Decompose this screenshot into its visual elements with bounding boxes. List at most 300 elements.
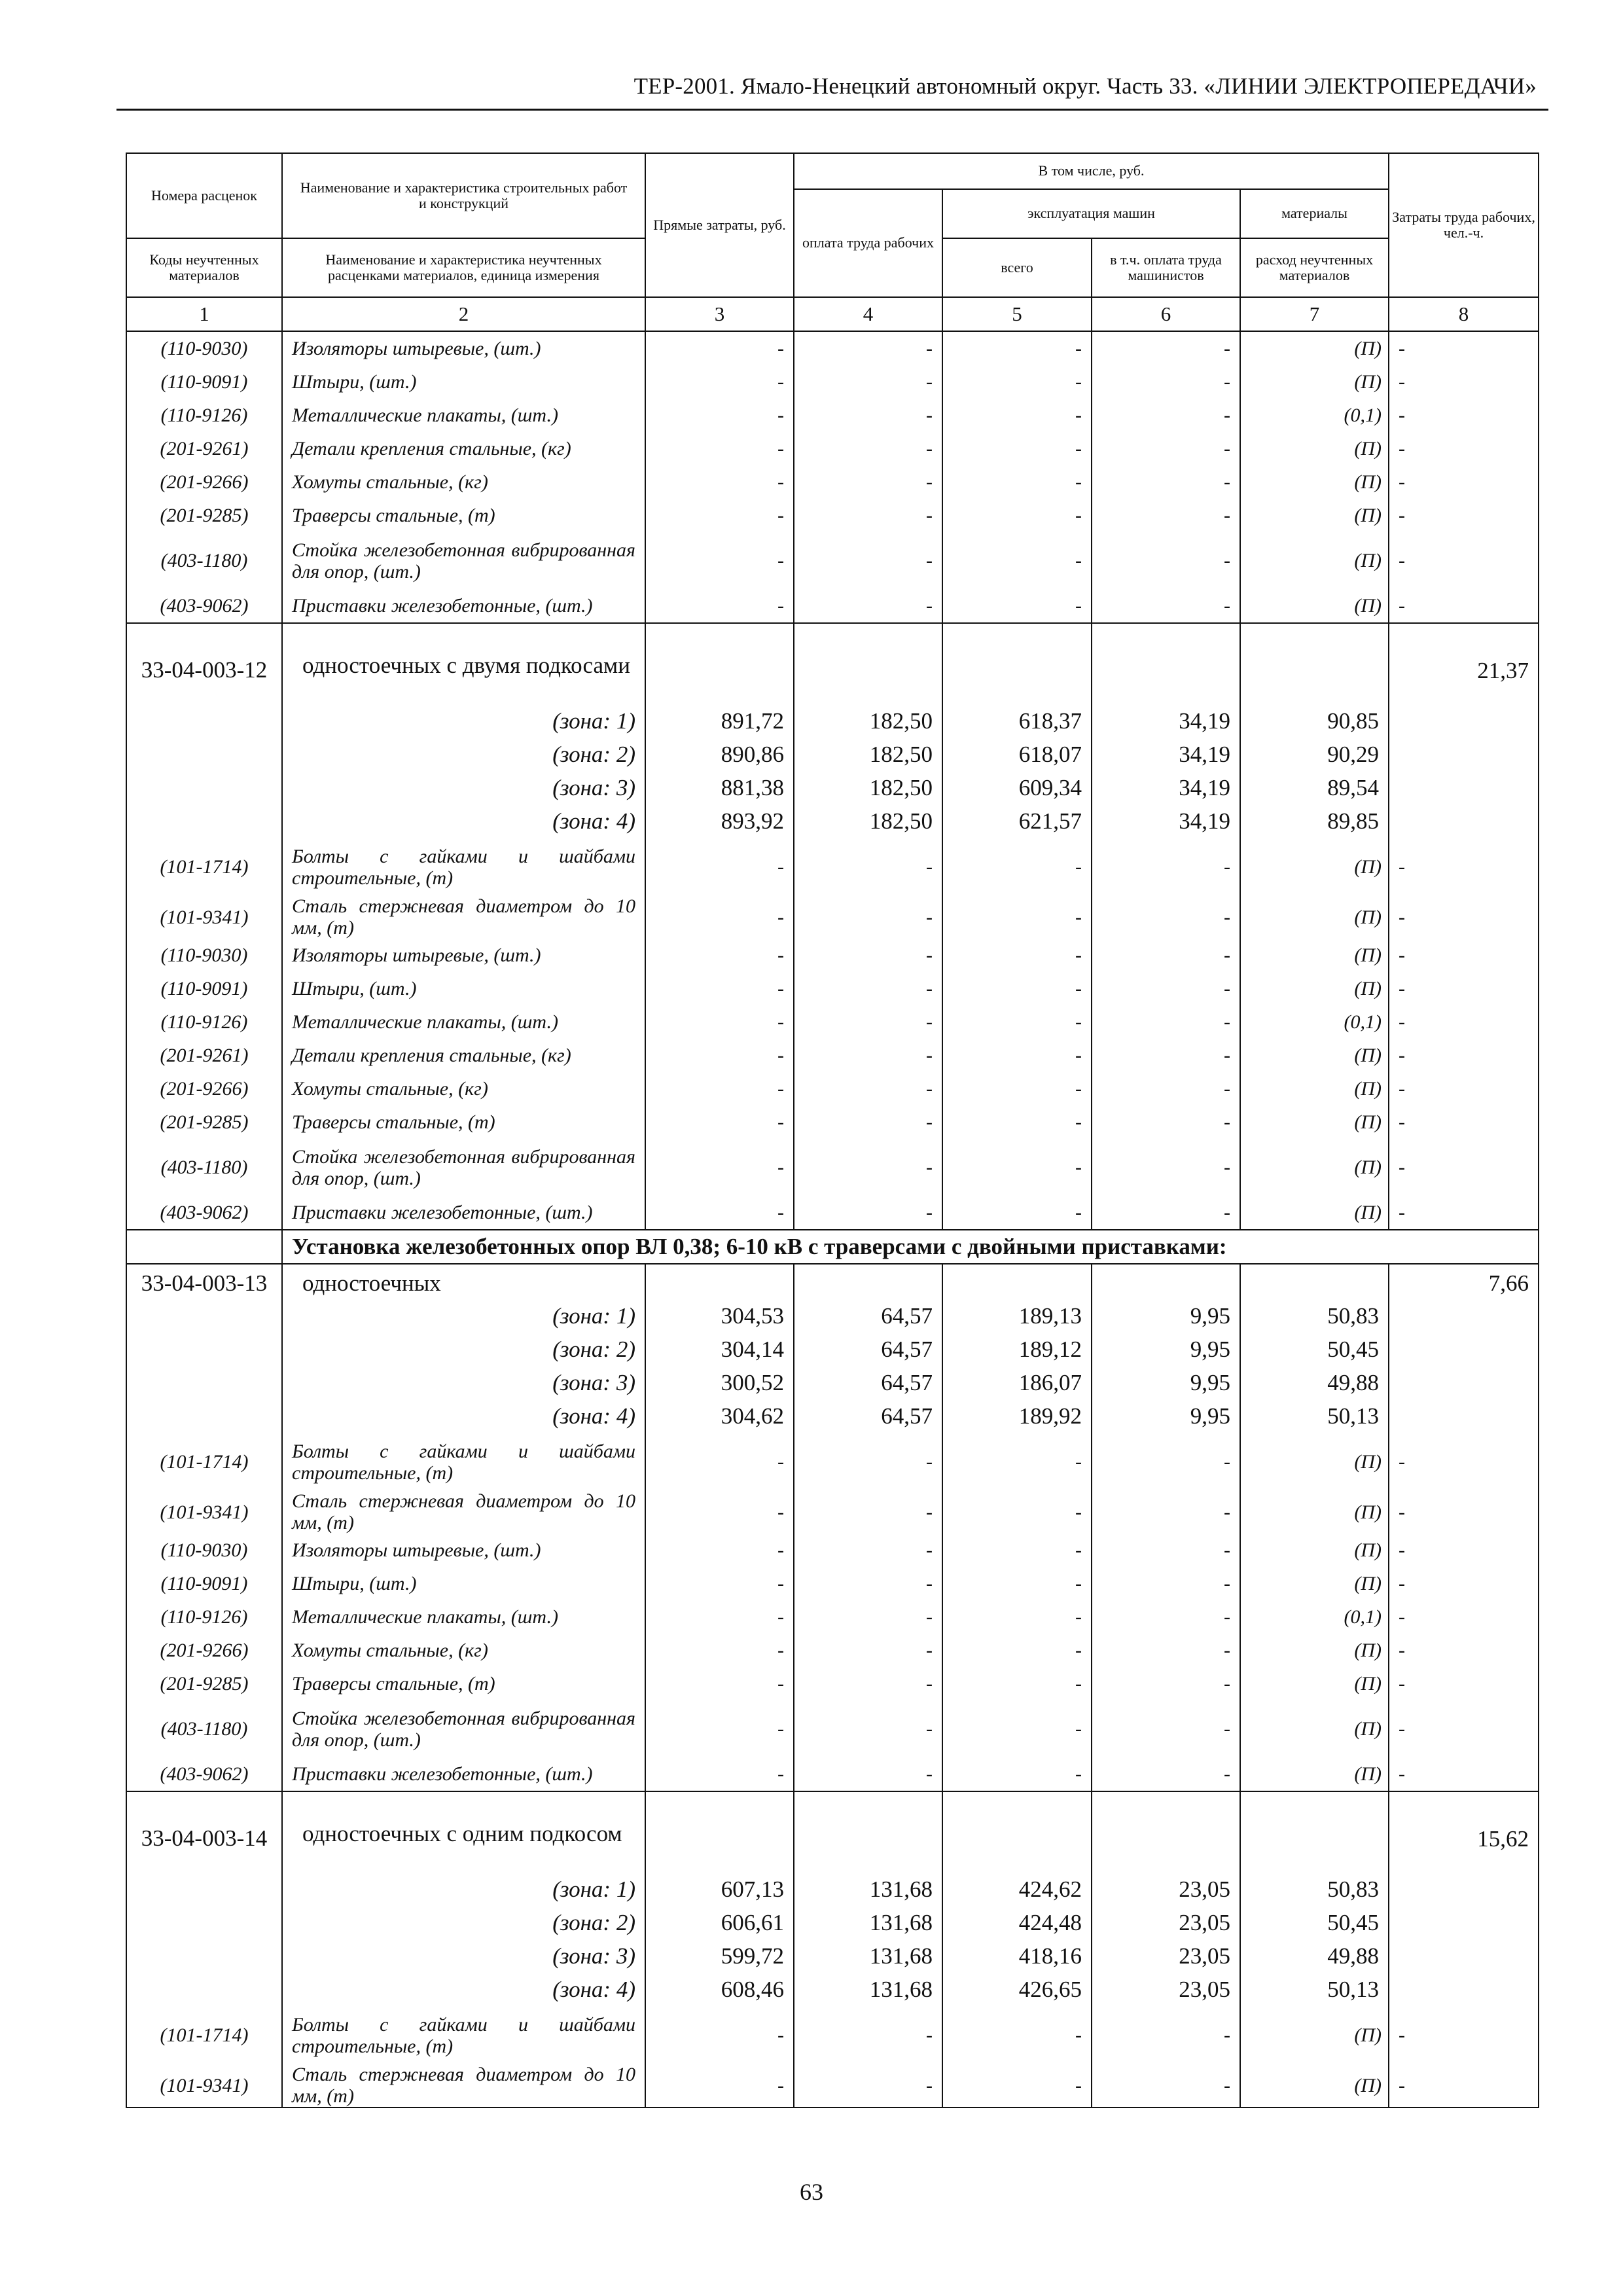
column-number: 3 — [645, 297, 794, 331]
empty-value-dash: - — [1092, 1634, 1240, 1667]
zone-value: 893,92 — [645, 805, 794, 838]
zone-value: 609,34 — [942, 772, 1092, 805]
zone-label: (зона: 1) — [282, 1300, 645, 1333]
rate-code: 33-04-003-13 — [126, 1264, 282, 1300]
material-row — [126, 1700, 1539, 1757]
material-name: Изоляторы штыревые, (шт.) — [282, 939, 645, 972]
material-row — [126, 972, 1539, 1005]
material-code: (201-9261) — [126, 1039, 282, 1072]
zone-value: 891,72 — [645, 705, 794, 738]
empty-value-dash: - — [645, 939, 794, 972]
material-row — [126, 838, 1539, 895]
empty-value-dash: - — [794, 838, 942, 895]
empty-cell — [126, 705, 282, 738]
empty-value-dash: - — [794, 399, 942, 432]
empty-value-dash: - — [942, 838, 1092, 895]
zone-row — [126, 1873, 1539, 1907]
material-row — [126, 465, 1539, 499]
empty-value-dash: - — [1389, 1490, 1539, 1534]
zone-value: 49,88 — [1240, 1367, 1389, 1400]
material-row — [126, 589, 1539, 623]
material-name: Хомуты стальные, (кг) — [282, 465, 645, 499]
material-code: (403-1180) — [126, 1700, 282, 1757]
empty-value-dash: - — [645, 1105, 794, 1139]
material-name: Стойка железобетонная вибрированная для опор, (шт.) — [282, 1700, 645, 1757]
material-consumption: (П) — [1240, 1139, 1389, 1196]
header-cell-machinist-pay: в т.ч. оплата труда машинистов — [1092, 238, 1240, 297]
empty-cell — [1240, 1791, 1389, 1873]
empty-value-dash: - — [645, 399, 794, 432]
empty-value-dash: - — [645, 1196, 794, 1230]
material-name: Металлические плакаты, (шт.) — [282, 1005, 645, 1039]
material-consumption: (П) — [1240, 1433, 1389, 1490]
material-consumption: (П) — [1240, 1105, 1389, 1139]
material-name: Штыри, (шт.) — [282, 365, 645, 399]
empty-cell — [126, 772, 282, 805]
material-code: (110-9091) — [126, 365, 282, 399]
material-consumption: (П) — [1240, 1567, 1389, 1600]
material-consumption: (П) — [1240, 331, 1389, 365]
empty-value-dash: - — [794, 1196, 942, 1230]
empty-value-dash: - — [1092, 2007, 1240, 2064]
material-code: (403-1180) — [126, 532, 282, 589]
page-header — [116, 71, 1548, 111]
column-numbers-row — [126, 297, 1539, 331]
empty-value-dash: - — [794, 1667, 942, 1700]
material-row — [126, 1196, 1539, 1230]
empty-value-dash: - — [645, 589, 794, 623]
material-consumption: (П) — [1240, 1196, 1389, 1230]
empty-cell — [1389, 705, 1539, 738]
empty-value-dash: - — [645, 972, 794, 1005]
empty-cell — [1092, 623, 1240, 705]
empty-value-dash: - — [1389, 1072, 1539, 1105]
material-code: (101-9341) — [126, 2064, 282, 2108]
empty-value-dash: - — [1092, 532, 1240, 589]
material-row — [126, 1567, 1539, 1600]
zone-value: 89,54 — [1240, 772, 1389, 805]
empty-value-dash: - — [1389, 1567, 1539, 1600]
empty-value-dash: - — [645, 1433, 794, 1490]
material-row — [126, 1105, 1539, 1139]
empty-value-dash: - — [645, 365, 794, 399]
empty-cell — [126, 805, 282, 838]
material-name: Приставки железобетонные, (шт.) — [282, 1196, 645, 1230]
zone-label: (зона: 4) — [282, 1400, 645, 1433]
empty-value-dash: - — [942, 1005, 1092, 1039]
empty-value-dash: - — [645, 1634, 794, 1667]
material-name: Болты с гайками и шайбами строительные, (т) — [282, 2007, 645, 2064]
empty-value-dash: - — [794, 589, 942, 623]
empty-value-dash: - — [942, 331, 1092, 365]
zone-value: 64,57 — [794, 1367, 942, 1400]
empty-value-dash: - — [645, 432, 794, 465]
section-spacer — [126, 1230, 282, 1264]
material-row — [126, 1600, 1539, 1634]
material-name: Болты с гайками и шайбами строительные, (т) — [282, 838, 645, 895]
zone-value: 618,07 — [942, 738, 1092, 772]
material-name: Сталь стержневая диаметром до 10 мм, (т) — [282, 2064, 645, 2108]
empty-cell — [126, 1300, 282, 1333]
zone-value: 599,72 — [645, 1940, 794, 1973]
empty-cell — [645, 623, 794, 705]
page-number: 63 — [800, 2179, 823, 2205]
material-name: Траверсы стальные, (т) — [282, 1105, 645, 1139]
empty-value-dash: - — [645, 1600, 794, 1634]
material-name: Изоляторы штыревые, (шт.) — [282, 1534, 645, 1567]
empty-value-dash: - — [794, 1433, 942, 1490]
empty-value-dash: - — [794, 1039, 942, 1072]
empty-value-dash: - — [942, 365, 1092, 399]
zone-value: 90,85 — [1240, 705, 1389, 738]
material-row — [126, 1139, 1539, 1196]
material-consumption: (0,1) — [1240, 1005, 1389, 1039]
zone-value: 64,57 — [794, 1333, 942, 1367]
empty-value-dash: - — [942, 532, 1092, 589]
empty-value-dash: - — [1092, 838, 1240, 895]
empty-value-dash: - — [794, 1072, 942, 1105]
material-name: Траверсы стальные, (т) — [282, 1667, 645, 1700]
price-table — [126, 152, 1539, 2108]
material-row — [126, 499, 1539, 532]
column-number: 1 — [126, 297, 282, 331]
empty-value-dash: - — [942, 1196, 1092, 1230]
empty-value-dash: - — [794, 1634, 942, 1667]
empty-value-dash: - — [645, 1072, 794, 1105]
zone-value: 182,50 — [794, 705, 942, 738]
zone-label: (зона: 4) — [282, 805, 645, 838]
empty-value-dash: - — [645, 465, 794, 499]
empty-value-dash: - — [645, 499, 794, 532]
empty-cell — [794, 1791, 942, 1873]
empty-value-dash: - — [794, 2007, 942, 2064]
material-consumption: (П) — [1240, 972, 1389, 1005]
empty-cell — [1240, 1264, 1389, 1300]
empty-value-dash: - — [645, 2064, 794, 2108]
material-code: (403-9062) — [126, 1757, 282, 1791]
material-code: (110-9091) — [126, 1567, 282, 1600]
zone-value: 131,68 — [794, 1873, 942, 1907]
empty-value-dash: - — [1092, 1105, 1240, 1139]
empty-value-dash: - — [645, 1039, 794, 1072]
material-row — [126, 895, 1539, 939]
empty-value-dash: - — [942, 499, 1092, 532]
material-code: (101-9341) — [126, 1490, 282, 1534]
empty-value-dash: - — [1389, 838, 1539, 895]
empty-cell — [1389, 1973, 1539, 2007]
empty-value-dash: - — [1092, 895, 1240, 939]
empty-value-dash: - — [1389, 465, 1539, 499]
zone-value: 424,48 — [942, 1907, 1092, 1940]
empty-cell — [126, 1907, 282, 1940]
zone-value: 890,86 — [645, 738, 794, 772]
zone-value: 9,95 — [1092, 1400, 1240, 1433]
material-code: (101-9341) — [126, 895, 282, 939]
zone-value: 606,61 — [645, 1907, 794, 1940]
material-consumption: (П) — [1240, 2007, 1389, 2064]
empty-value-dash: - — [1389, 532, 1539, 589]
empty-value-dash: - — [1389, 1039, 1539, 1072]
empty-value-dash: - — [645, 532, 794, 589]
zone-value: 304,53 — [645, 1300, 794, 1333]
empty-value-dash: - — [1389, 1757, 1539, 1791]
zone-row — [126, 1400, 1539, 1433]
material-row — [126, 1634, 1539, 1667]
rate-name: одностоечных с двумя подкосами — [282, 623, 645, 705]
material-name: Штыри, (шт.) — [282, 972, 645, 1005]
material-name: Металлические плакаты, (шт.) — [282, 399, 645, 432]
material-row — [126, 399, 1539, 432]
empty-value-dash: - — [1092, 2064, 1240, 2108]
column-number: 4 — [794, 297, 942, 331]
empty-value-dash: - — [645, 838, 794, 895]
empty-value-dash: - — [1092, 365, 1240, 399]
zone-row — [126, 772, 1539, 805]
material-code: (101-1714) — [126, 1433, 282, 1490]
empty-value-dash: - — [1389, 2007, 1539, 2064]
zone-value: 189,13 — [942, 1300, 1092, 1333]
zone-value: 182,50 — [794, 738, 942, 772]
empty-value-dash: - — [645, 1490, 794, 1534]
zone-value: 424,62 — [942, 1873, 1092, 1907]
empty-cell — [1389, 1907, 1539, 1940]
material-consumption: (П) — [1240, 465, 1389, 499]
empty-value-dash: - — [1092, 1039, 1240, 1072]
empty-value-dash: - — [942, 1039, 1092, 1072]
material-row — [126, 2007, 1539, 2064]
zone-value: 9,95 — [1092, 1300, 1240, 1333]
zone-value: 182,50 — [794, 772, 942, 805]
zone-value: 607,13 — [645, 1873, 794, 1907]
material-code: (201-9285) — [126, 1667, 282, 1700]
zone-value: 418,16 — [942, 1940, 1092, 1973]
empty-value-dash: - — [794, 939, 942, 972]
zone-label: (зона: 4) — [282, 1973, 645, 2007]
zone-value: 23,05 — [1092, 1907, 1240, 1940]
empty-value-dash: - — [1092, 589, 1240, 623]
material-code: (201-9266) — [126, 1634, 282, 1667]
zone-value: 131,68 — [794, 1973, 942, 2007]
zone-label: (зона: 3) — [282, 1940, 645, 1973]
zone-value: 9,95 — [1092, 1333, 1240, 1367]
empty-value-dash: - — [942, 2064, 1092, 2108]
empty-value-dash: - — [942, 895, 1092, 939]
rate-code: 33-04-003-12 — [126, 623, 282, 705]
empty-cell — [126, 1973, 282, 2007]
empty-value-dash: - — [794, 895, 942, 939]
empty-value-dash: - — [1389, 1196, 1539, 1230]
rate-item-row — [126, 1264, 1539, 1300]
empty-value-dash: - — [794, 331, 942, 365]
material-consumption: (П) — [1240, 939, 1389, 972]
empty-value-dash: - — [1092, 1196, 1240, 1230]
material-consumption: (П) — [1240, 1667, 1389, 1700]
zone-value: 89,85 — [1240, 805, 1389, 838]
header-cell-material-codes: Коды неучтенных материалов — [126, 238, 282, 297]
empty-value-dash: - — [1092, 499, 1240, 532]
material-code: (110-9091) — [126, 972, 282, 1005]
empty-value-dash: - — [1389, 399, 1539, 432]
empty-value-dash: - — [1389, 499, 1539, 532]
material-consumption: (П) — [1240, 838, 1389, 895]
empty-value-dash: - — [942, 1534, 1092, 1567]
empty-value-dash: - — [1389, 331, 1539, 365]
material-consumption: (П) — [1240, 1634, 1389, 1667]
empty-value-dash: - — [1092, 1005, 1240, 1039]
zone-value: 608,46 — [645, 1973, 794, 2007]
material-code: (110-9126) — [126, 1600, 282, 1634]
zone-value: 34,19 — [1092, 738, 1240, 772]
labor-costs-value: 7,66 — [1389, 1264, 1539, 1300]
empty-cell — [1389, 772, 1539, 805]
empty-value-dash: - — [1092, 1534, 1240, 1567]
empty-cell — [1389, 1333, 1539, 1367]
zone-row — [126, 805, 1539, 838]
empty-value-dash: - — [1092, 399, 1240, 432]
empty-value-dash: - — [942, 1600, 1092, 1634]
material-row — [126, 1534, 1539, 1567]
empty-value-dash: - — [645, 1667, 794, 1700]
rate-code: 33-04-003-14 — [126, 1791, 282, 1873]
material-row — [126, 432, 1539, 465]
empty-cell — [794, 1264, 942, 1300]
empty-value-dash: - — [942, 1700, 1092, 1757]
empty-cell — [126, 1940, 282, 1973]
empty-value-dash: - — [1389, 1005, 1539, 1039]
empty-cell — [1389, 1940, 1539, 1973]
empty-cell — [794, 623, 942, 705]
empty-value-dash: - — [794, 1005, 942, 1039]
zone-value: 304,62 — [645, 1400, 794, 1433]
empty-value-dash: - — [645, 1534, 794, 1567]
empty-cell — [126, 1367, 282, 1400]
labor-costs-value: 21,37 — [1389, 623, 1539, 705]
material-name: Приставки железобетонные, (шт.) — [282, 589, 645, 623]
material-code: (110-9126) — [126, 1005, 282, 1039]
zone-value: 618,37 — [942, 705, 1092, 738]
section-title-row — [126, 1230, 1539, 1264]
zone-row — [126, 1907, 1539, 1940]
empty-value-dash: - — [942, 1072, 1092, 1105]
header-cell-works-name: Наименование и характеристика строительных работ и конструкций — [282, 153, 645, 238]
empty-value-dash: - — [1389, 365, 1539, 399]
empty-value-dash: - — [942, 1567, 1092, 1600]
header-cell-machines-total: всего — [942, 238, 1092, 297]
material-row — [126, 1072, 1539, 1105]
zone-value: 426,65 — [942, 1973, 1092, 2007]
empty-value-dash: - — [645, 331, 794, 365]
zone-label: (зона: 1) — [282, 1873, 645, 1907]
zone-value: 131,68 — [794, 1940, 942, 1973]
empty-value-dash: - — [1092, 1072, 1240, 1105]
empty-value-dash: - — [1389, 1634, 1539, 1667]
zone-value: 23,05 — [1092, 1940, 1240, 1973]
empty-value-dash: - — [1092, 465, 1240, 499]
material-name: Сталь стержневая диаметром до 10 мм, (т) — [282, 1490, 645, 1534]
empty-cell — [1092, 1264, 1240, 1300]
rate-name: одностоечных с одним подкосом — [282, 1791, 645, 1873]
rate-item-row — [126, 1791, 1539, 1873]
empty-cell — [1092, 1791, 1240, 1873]
zone-value: 50,83 — [1240, 1300, 1389, 1333]
zone-value: 9,95 — [1092, 1367, 1240, 1400]
empty-value-dash: - — [794, 1139, 942, 1196]
empty-value-dash: - — [794, 432, 942, 465]
zone-value: 50,13 — [1240, 1973, 1389, 2007]
empty-value-dash: - — [1389, 1139, 1539, 1196]
column-number: 6 — [1092, 297, 1240, 331]
material-consumption: (П) — [1240, 1757, 1389, 1791]
empty-value-dash: - — [1389, 939, 1539, 972]
empty-value-dash: - — [1092, 1567, 1240, 1600]
empty-value-dash: - — [942, 972, 1092, 1005]
empty-cell — [126, 1333, 282, 1367]
empty-value-dash: - — [942, 1105, 1092, 1139]
column-number: 7 — [1240, 297, 1389, 331]
material-name: Стойка железобетонная вибрированная для опор, (шт.) — [282, 532, 645, 589]
zone-value: 621,57 — [942, 805, 1092, 838]
zone-row — [126, 1333, 1539, 1367]
zone-value: 90,29 — [1240, 738, 1389, 772]
zone-value: 64,57 — [794, 1400, 942, 1433]
material-code: (201-9266) — [126, 1072, 282, 1105]
empty-cell — [645, 1791, 794, 1873]
zone-row — [126, 738, 1539, 772]
material-row — [126, 1039, 1539, 1072]
zone-value: 49,88 — [1240, 1940, 1389, 1973]
zone-value: 186,07 — [942, 1367, 1092, 1400]
material-name: Детали крепления стальные, (кг) — [282, 432, 645, 465]
empty-value-dash: - — [942, 1490, 1092, 1534]
empty-cell — [1389, 1400, 1539, 1433]
empty-value-dash: - — [1092, 972, 1240, 1005]
empty-value-dash: - — [942, 1634, 1092, 1667]
empty-value-dash: - — [794, 1534, 942, 1567]
empty-cell — [1240, 623, 1389, 705]
material-row — [126, 1757, 1539, 1791]
material-row — [126, 532, 1539, 589]
zone-value: 182,50 — [794, 805, 942, 838]
header-cell-materials-group: материалы — [1240, 189, 1389, 238]
zone-label: (зона: 2) — [282, 738, 645, 772]
material-name: Приставки железобетонные, (шт.) — [282, 1757, 645, 1791]
material-code: (403-1180) — [126, 1139, 282, 1196]
material-code: (101-1714) — [126, 838, 282, 895]
empty-value-dash: - — [645, 1757, 794, 1791]
empty-value-dash: - — [942, 589, 1092, 623]
material-consumption: (П) — [1240, 532, 1389, 589]
material-code: (110-9030) — [126, 939, 282, 972]
empty-cell — [1389, 738, 1539, 772]
material-code: (110-9030) — [126, 331, 282, 365]
empty-value-dash: - — [794, 1105, 942, 1139]
zone-label: (зона: 3) — [282, 1367, 645, 1400]
column-number: 2 — [282, 297, 645, 331]
empty-value-dash: - — [645, 895, 794, 939]
material-consumption: (П) — [1240, 1534, 1389, 1567]
material-name: Металлические плакаты, (шт.) — [282, 1600, 645, 1634]
header-cell-machine-operation: эксплуатация машин — [942, 189, 1240, 238]
empty-cell — [1389, 1300, 1539, 1333]
material-row — [126, 1005, 1539, 1039]
material-code: (403-9062) — [126, 589, 282, 623]
rate-item-row — [126, 623, 1539, 705]
zone-value: 50,13 — [1240, 1400, 1389, 1433]
material-name: Хомуты стальные, (кг) — [282, 1072, 645, 1105]
zone-label: (зона: 2) — [282, 1333, 645, 1367]
empty-cell — [126, 1400, 282, 1433]
material-row — [126, 1433, 1539, 1490]
